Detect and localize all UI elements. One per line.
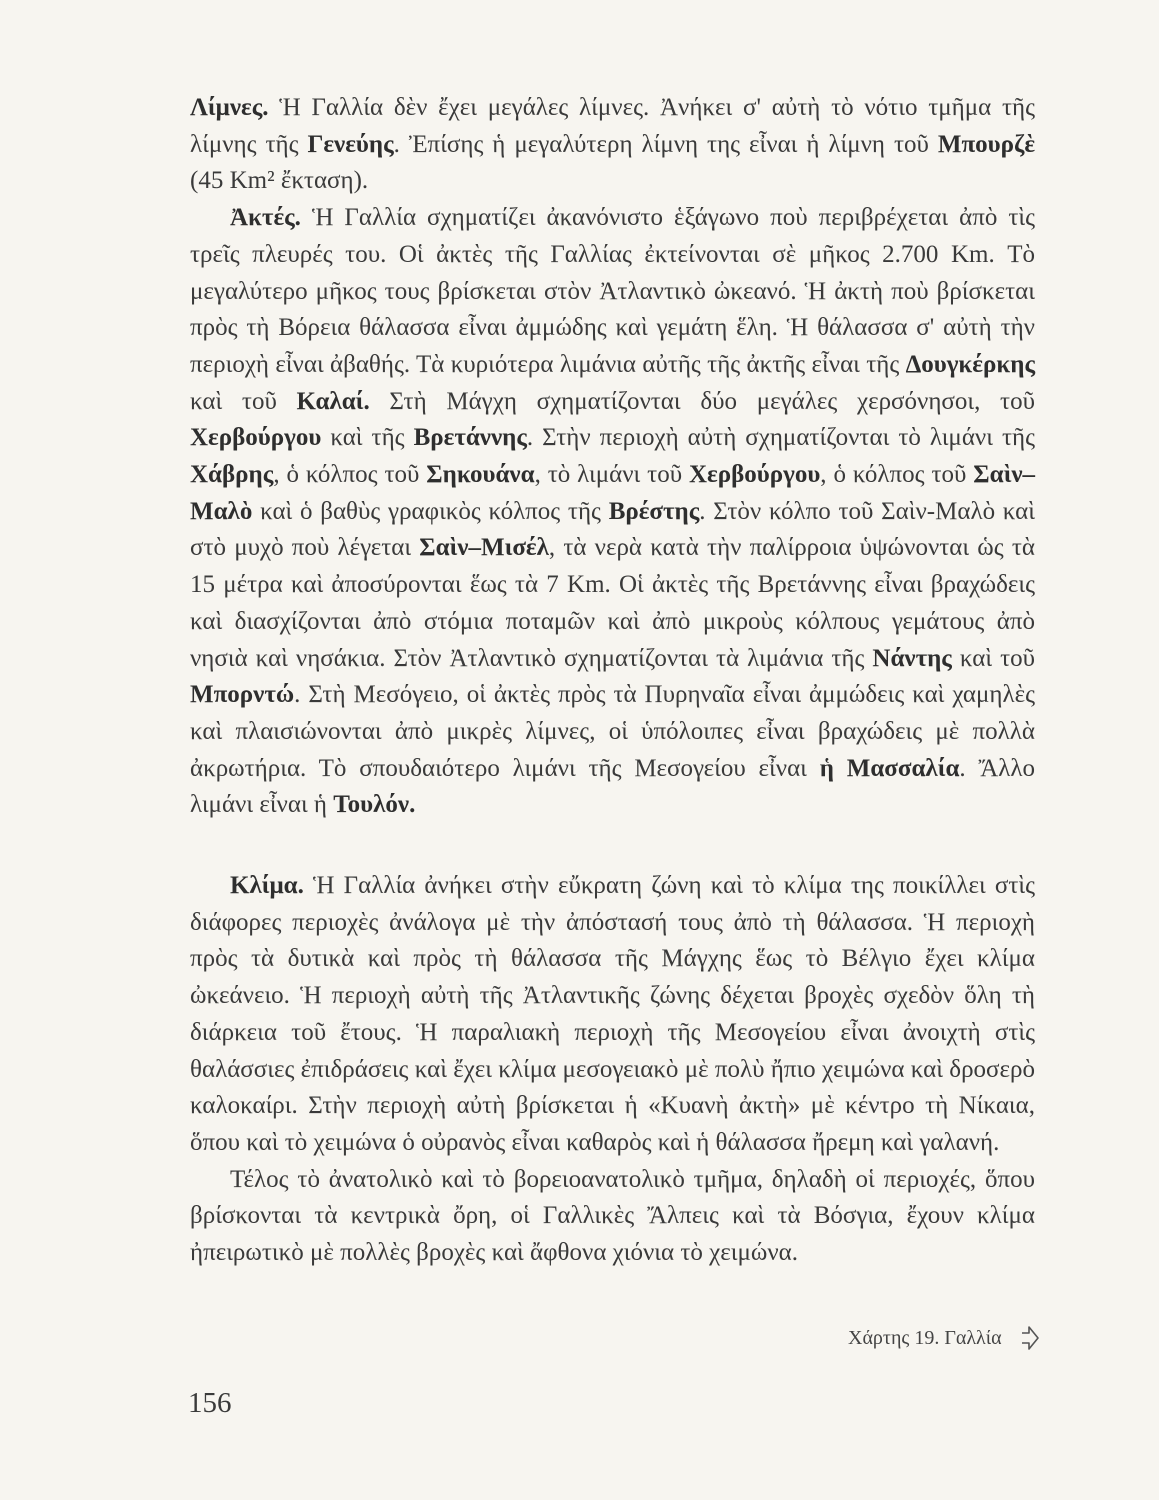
- bold-term: ἡ Μασσαλία: [819, 754, 960, 782]
- text-run: καὶ ὁ βαθὺς γραφικὸς κόλπος τῆς: [252, 497, 609, 525]
- bold-term: Χερβούργου: [688, 461, 821, 489]
- bold-term: Δουγκέρκης: [905, 350, 1035, 378]
- bold-term: Λίμνες.: [190, 94, 269, 121]
- text-run: καὶ τοῦ: [951, 644, 1035, 672]
- paragraph-climate: [190, 868, 1035, 1162]
- bold-term: Σαὶν–Μαλὸ: [190, 461, 1035, 525]
- text-run: . Στὴ Μεσόγειο, οἱ ἀκτὲς πρὸς τὰ Πυρηναῖα εἶναι ἀμμώδεις καὶ χαμηλὲς καὶ πλαισιώνονται ἀπὸ μικρὲς λίμνες, οἱ ὑπόλοιπες εἶναι βραχώδεις μὲ πολλὰ ἀκρωτήρια. Τὸ σπουδαιότερο λιμάνι τῆς Μεσογείου εἶναι: [190, 681, 1035, 782]
- text-run: Ἡ Γαλλία ἀνήκει στὴν εὔκρατη ζώνη καὶ τὸ κλίμα της ποικίλλει στὶς διάφορες περιοχὲς ἀνάλογα μὲ τὴν ἀπόστασή τους ἀπὸ τὴ θάλασσα. Ἡ περιοχὴ πρὸς τὰ δυτικὰ καὶ πρὸς τὴ θάλασσα τῆς Μάγχης ἕως τὸ Βέλγιο ἔχει κλίμα ὠκεάνειο. Ἡ περιοχὴ αὐτὴ τῆς Ἀτλαντικῆς ζώνης δέχεται βροχὲς σχεδὸν ὅλη τὴ διάρκεια τοῦ ἔτους. Ἡ παραλιακὴ περιοχὴ τῆς Μεσογείου εἶναι ἀνοιχτὴ στὶς θαλάσσιες ἐπιδράσεις καὶ ἔχει κλίμα μεσογειακὸ μὲ πολὺ ἤπιο χειμώνα καὶ δροσερὸ καλοκαίρι. Στὴν περιοχὴ αὐτὴ βρίσκεται ἡ «Κυανὴ ἀκτὴ» μὲ κέντρο τὴ Νίκαια, ὅπου καὶ τὸ χειμώνα ὁ οὐρανὸς εἶναι καθαρὸς καὶ ἡ θάλασσα ἤρεμη καὶ γαλανή.: [190, 872, 1035, 1156]
- text-run: . Ἐπίσης ἡ μεγαλύτερη λίμνη της εἶναι ἡ λίμνη τοῦ: [393, 130, 938, 158]
- text-run: Ἡ Γαλλία δὲν ἔχει μεγάλες λίμνες. Ἀνήκει σ' αὐτὴ τὸ νότιο τμῆμα τῆς λίμνης τῆς: [190, 94, 1035, 158]
- bold-term: Σηκουάνα: [426, 461, 535, 489]
- text-run: , ὁ κόλπος τοῦ: [820, 461, 974, 489]
- text-run: Στὴ Μάγχη σχηματίζονται δύο μεγάλες χερσόνησοι, τοῦ: [369, 387, 1035, 415]
- paragraph-climate-end: [190, 1162, 1035, 1272]
- paragraph-coasts: [190, 200, 1035, 824]
- text-run: . Στὴν περιοχὴ αὐτὴ σχηματίζονται τὸ λιμάνι τῆς: [526, 424, 1035, 452]
- bold-term: Κλίμα.: [230, 872, 304, 900]
- text-run: . Στὸν κόλπο τοῦ Σαὶν-Μαλὸ καὶ στὸ μυχὸ ποὺ λέγεται: [190, 497, 1035, 562]
- text-run: , ὁ κόλπος τοῦ: [273, 461, 427, 489]
- bold-term: Βρέστης: [608, 497, 700, 525]
- text-run: . Ἄλλο λιμάνι εἶναι ἡ: [190, 754, 1035, 819]
- map-caption-label: Χάρτης 19. Γαλλία: [848, 1326, 1002, 1349]
- bold-term: Γενεύης: [307, 130, 394, 158]
- bold-term: Νάντης: [872, 644, 952, 672]
- page-body: [190, 90, 1035, 1272]
- bold-term: Ἀκτές.: [230, 204, 301, 232]
- text-run: καὶ τῆς: [321, 424, 414, 452]
- bold-term: Τουλόν.: [333, 791, 416, 819]
- text-run: , τὸ λιμάνι τοῦ: [534, 461, 689, 489]
- page-number: 156: [188, 1387, 232, 1419]
- map-caption: [848, 1325, 1040, 1351]
- paragraph-gap: [190, 824, 1035, 868]
- bold-term: Καλαί.: [296, 387, 370, 415]
- text-run: Ἡ Γαλλία σχηματίζει ἀκανόνιστο ἑξάγωνο ποὺ περιβρέχεται ἀπὸ τὶς τρεῖς πλευρές του. Οἱ ἀκτὲς τῆς Γαλλίας ἐκτείνονται σὲ μῆκος 2.700 Km. Τὸ μεγαλύτερο μῆκος τους βρίσκεται στὸν Ἀτλαντικὸ ὠκεανό. Ἡ ἀκτὴ ποὺ βρίσκεται πρὸς τὴ Βόρεια θάλασσα εἶναι ἀμμώδης καὶ γεμάτη ἕλη. Ἡ θάλασσα σ' αὐτὴ τὴν περιοχὴ εἶναι ἀβαθής. Τὰ κυριότερα λιμάνια αὐτῆς τῆς ἀκτῆς εἶναι τῆς: [190, 204, 1035, 378]
- text-run: (45 Km² ἔκταση).: [190, 167, 369, 195]
- arrow-right-icon: [1020, 1325, 1040, 1351]
- paragraph-lakes: [190, 90, 1035, 200]
- bold-term: Χερβούργου: [190, 424, 322, 452]
- bold-term: Σαὶν–Μισέλ: [419, 534, 549, 562]
- text-run: , τὰ νερὰ κατὰ τὴν παλίρροια ὑψώνονται ὡς τὰ 15 μέτρα καὶ ἀποσύρονται ἕως τὰ 7 Km. Οἱ ἀκτὲς τῆς Βρετάννης εἶναι βραχώδεις καὶ διασχίζονται ἀπὸ στόμια ποταμῶν καὶ ἀπὸ μικροὺς κόλπους γεμάτους ἀπὸ νησιὰ καὶ νησάκια. Στὸν Ἀτλαντικὸ σχηματίζονται τὰ λιμάνια τῆς: [190, 534, 1035, 672]
- bold-term: Χάβρης: [190, 461, 274, 489]
- text-run: Τέλος τὸ ἀνατολικὸ καὶ τὸ βορειοανατολικὸ τμῆμα, δηλαδὴ οἱ περιοχές, ὅπου βρίσκονται τὰ κεντρικὰ ὄρη, οἱ Γαλλικὲς Ἄλπεις καὶ τὰ Βόσγια, ἔχουν κλίμα ἠπειρωτικὸ μὲ πολλὲς βροχὲς καὶ ἄφθονα χιόνια τὸ χειμώνα.: [190, 1165, 1035, 1267]
- bold-term: Μπορντώ: [190, 681, 295, 709]
- bold-term: Μπουρζὲ: [937, 130, 1035, 158]
- text-run: καὶ τοῦ: [190, 387, 297, 415]
- bold-term: Βρετάννης: [413, 424, 527, 452]
